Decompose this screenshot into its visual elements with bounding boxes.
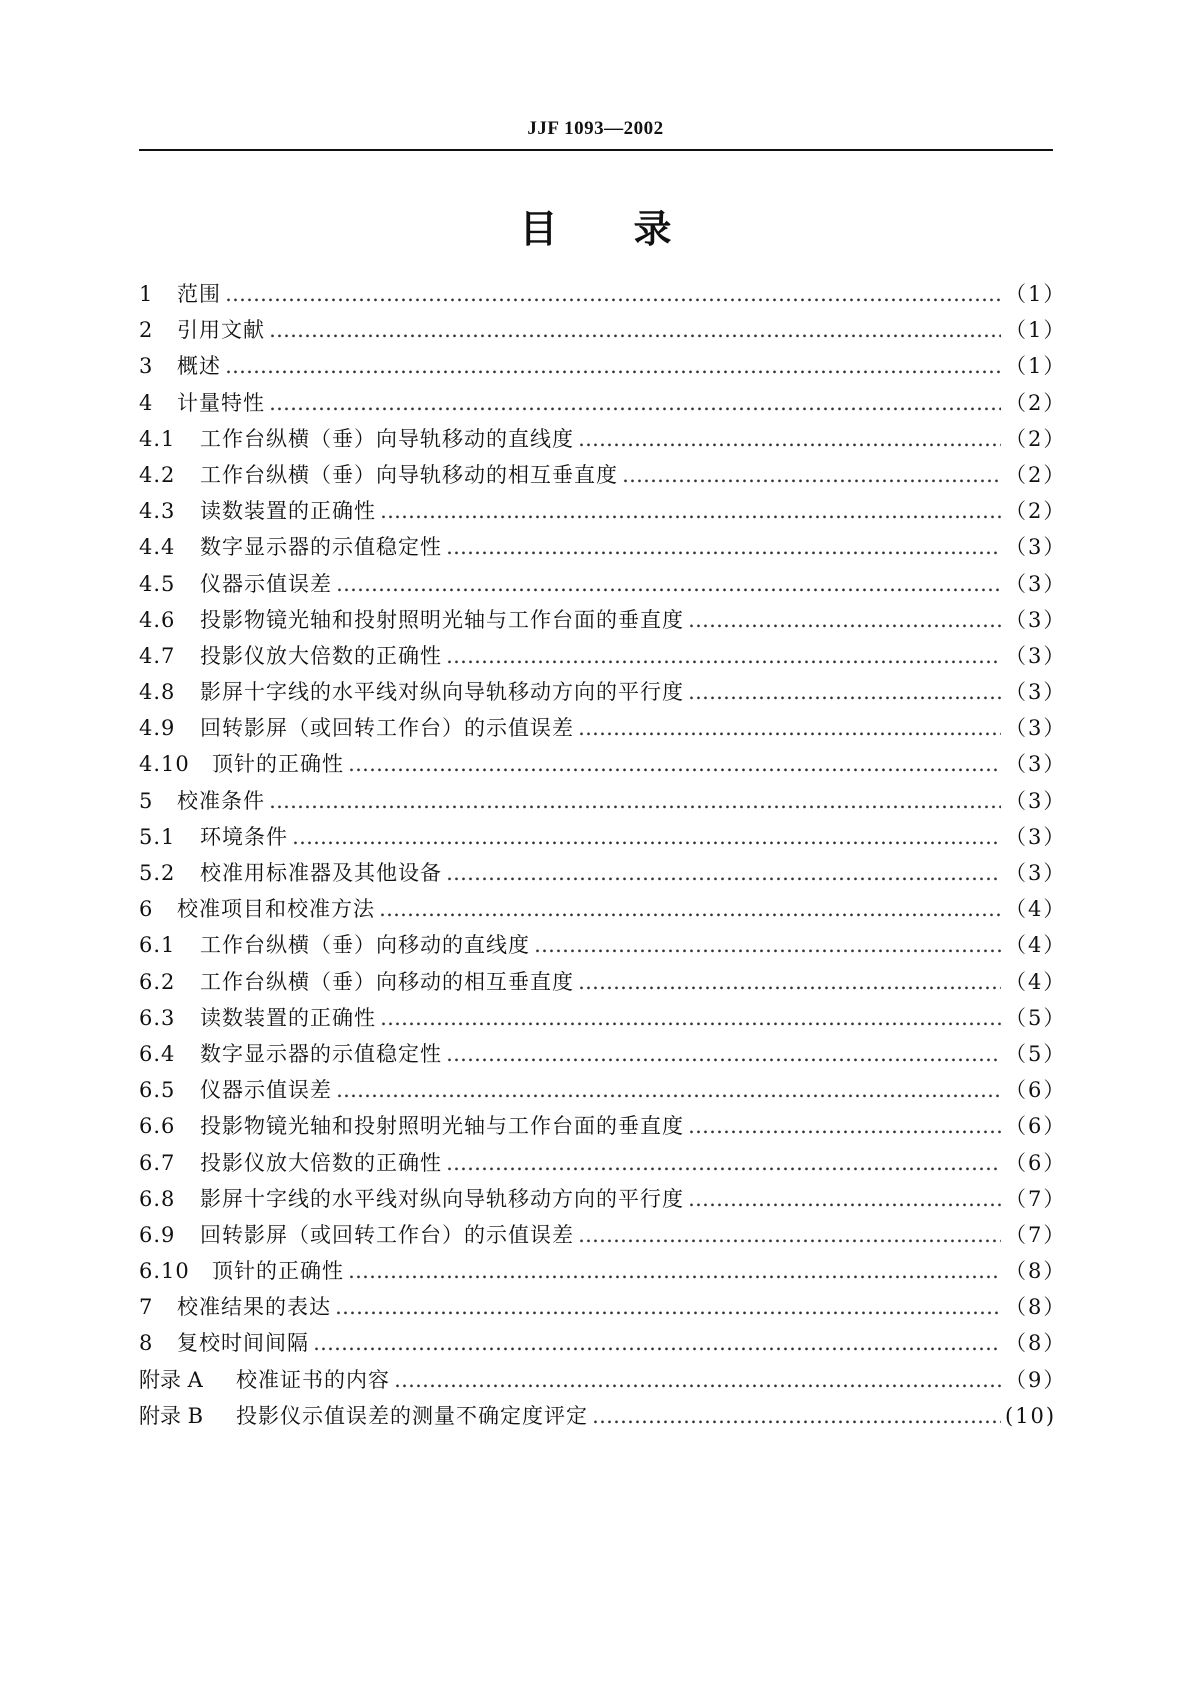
toc-entry-page: （3） bbox=[1005, 607, 1067, 632]
toc-entry-title: 复校时间间隔 bbox=[177, 1331, 309, 1356]
toc-entry-number: 4.4 bbox=[139, 535, 176, 560]
toc-entry-number: 6.4 bbox=[139, 1041, 176, 1066]
toc-entry-page: （6） bbox=[1005, 1114, 1067, 1139]
toc-entry[interactable] bbox=[139, 423, 1067, 459]
toc-entry-title: 影屏十字线的水平线对纵向导轨移动方向的平行度 bbox=[200, 1186, 684, 1211]
page-title bbox=[0, 198, 1191, 253]
toc-leader-dots bbox=[336, 572, 1001, 596]
toc-entry-title: 概述 bbox=[177, 354, 221, 379]
toc-leader-dots bbox=[446, 861, 1001, 885]
toc-entry-page: （2） bbox=[1005, 499, 1067, 524]
toc-entry-number: 6.9 bbox=[139, 1222, 176, 1247]
toc-entry[interactable] bbox=[139, 712, 1067, 748]
toc-entry-number: 6.8 bbox=[139, 1186, 176, 1211]
toc-entry[interactable] bbox=[139, 278, 1067, 314]
table-of-contents bbox=[139, 278, 1067, 1436]
toc-entry-number: 附录 A bbox=[139, 1367, 203, 1392]
toc-entry-number: 8 bbox=[139, 1331, 154, 1356]
toc-leader-dots bbox=[592, 1404, 1001, 1428]
toc-leader-dots bbox=[394, 1368, 1001, 1392]
toc-leader-dots bbox=[225, 354, 1001, 378]
toc-entry-page: （5） bbox=[1005, 1041, 1067, 1066]
toc-entry-number: 2 bbox=[139, 318, 154, 343]
toc-entry-number: 附录 B bbox=[139, 1403, 204, 1428]
toc-entry[interactable] bbox=[139, 676, 1067, 712]
toc-entry[interactable] bbox=[139, 1002, 1067, 1038]
toc-entry-number: 1 bbox=[139, 282, 154, 306]
toc-entry[interactable] bbox=[139, 350, 1067, 386]
toc-entry[interactable] bbox=[139, 1183, 1067, 1219]
toc-entry[interactable] bbox=[139, 1364, 1067, 1400]
toc-leader-dots bbox=[578, 427, 1001, 451]
toc-entry-number: 6.6 bbox=[139, 1114, 176, 1139]
toc-entry-page: （2） bbox=[1005, 426, 1067, 451]
toc-entry-title: 仪器示值误差 bbox=[200, 571, 332, 596]
toc-leader-dots bbox=[534, 933, 1001, 957]
toc-entry[interactable] bbox=[139, 821, 1067, 857]
toc-entry-page: （8） bbox=[1005, 1295, 1067, 1320]
toc-entry-page: （8） bbox=[1005, 1331, 1067, 1356]
toc-entry-title: 顶针的正确性 bbox=[212, 1259, 344, 1284]
toc-entry-title: 工作台纵横（垂）向导轨移动的相互垂直度 bbox=[200, 462, 618, 487]
toc-entry-page: （3） bbox=[1005, 643, 1067, 668]
toc-entry[interactable] bbox=[139, 966, 1067, 1002]
toc-entry-number: 5.2 bbox=[139, 861, 176, 885]
toc-entry-title: 工作台纵横（垂）向移动的直线度 bbox=[200, 933, 530, 958]
header-rule bbox=[139, 149, 1053, 151]
toc-entry-title: 校准条件 bbox=[177, 788, 265, 813]
toc-entry-title: 工作台纵横（垂）向导轨移动的直线度 bbox=[200, 426, 574, 451]
toc-leader-dots bbox=[688, 1187, 1001, 1211]
toc-entry-page: （4） bbox=[1005, 969, 1067, 994]
toc-leader-dots bbox=[446, 1151, 1001, 1175]
toc-entry[interactable] bbox=[139, 640, 1067, 676]
toc-entry-page: （3） bbox=[1005, 788, 1067, 813]
toc-entry[interactable] bbox=[139, 604, 1067, 640]
toc-entry-number: 4.7 bbox=[139, 643, 176, 668]
toc-entry-page: （2） bbox=[1005, 390, 1067, 415]
toc-entry-title: 仪器示值误差 bbox=[200, 1078, 332, 1103]
toc-entry-page: （7） bbox=[1005, 1222, 1067, 1247]
toc-entry[interactable] bbox=[139, 1038, 1067, 1074]
toc-leader-dots bbox=[622, 463, 1001, 487]
toc-leader-dots bbox=[225, 282, 1001, 306]
toc-leader-dots bbox=[313, 1331, 1001, 1355]
toc-entry-number: 4.1 bbox=[139, 426, 176, 451]
toc-entry-page: （1） bbox=[1005, 354, 1067, 379]
toc-entry-page: （1） bbox=[1005, 318, 1067, 343]
toc-entry-title: 投影仪放大倍数的正确性 bbox=[200, 1150, 442, 1175]
toc-entry-title: 环境条件 bbox=[200, 824, 288, 849]
toc-entry-number: 4.3 bbox=[139, 499, 176, 524]
toc-leader-dots bbox=[269, 318, 1001, 342]
toc-entry-page: （3） bbox=[1005, 824, 1067, 849]
toc-entry-page: （5） bbox=[1005, 1005, 1067, 1030]
toc-entry-page: （3） bbox=[1005, 752, 1067, 777]
toc-entry-title: 工作台纵横（垂）向移动的相互垂直度 bbox=[200, 969, 574, 994]
toc-entry-page: (10) bbox=[1005, 1403, 1057, 1428]
toc-entry[interactable] bbox=[139, 1400, 1057, 1436]
toc-entry-page: （3） bbox=[1005, 861, 1067, 885]
toc-entry[interactable] bbox=[139, 495, 1067, 531]
toc-entry-page: （6） bbox=[1005, 1078, 1067, 1103]
toc-entry-number: 4.5 bbox=[139, 571, 176, 596]
toc-entry[interactable] bbox=[139, 1110, 1067, 1146]
toc-entry[interactable] bbox=[139, 314, 1067, 350]
toc-entry-page: （2） bbox=[1005, 462, 1067, 487]
toc-entry[interactable] bbox=[139, 1291, 1067, 1327]
toc-leader-dots bbox=[379, 897, 1001, 921]
toc-entry-title: 数字显示器的示值稳定性 bbox=[200, 535, 442, 560]
toc-entry-page: （4） bbox=[1005, 897, 1067, 922]
toc-leader-dots bbox=[269, 789, 1001, 813]
toc-entry[interactable] bbox=[139, 1327, 1067, 1363]
title-char-left: 目 bbox=[519, 207, 558, 251]
toc-entry[interactable] bbox=[139, 1074, 1067, 1110]
toc-leader-dots bbox=[688, 680, 1001, 704]
toc-entry-number: 6 bbox=[139, 897, 154, 922]
toc-leader-dots bbox=[269, 391, 1001, 415]
toc-entry-number: 6.7 bbox=[139, 1150, 176, 1175]
toc-entry-title: 计量特性 bbox=[177, 390, 265, 415]
toc-entry[interactable] bbox=[139, 459, 1067, 495]
toc-entry[interactable] bbox=[139, 1147, 1067, 1183]
toc-entry[interactable] bbox=[139, 568, 1067, 604]
toc-entry-title: 影屏十字线的水平线对纵向导轨移动方向的平行度 bbox=[200, 680, 684, 705]
toc-entry-number: 6.2 bbox=[139, 969, 176, 994]
toc-entry-number: 6.5 bbox=[139, 1078, 176, 1103]
toc-entry-number: 6.10 bbox=[139, 1259, 190, 1284]
toc-entry-title: 校准证书的内容 bbox=[236, 1367, 390, 1392]
toc-leader-dots bbox=[578, 970, 1001, 994]
toc-entry-title: 投影物镜光轴和投射照明光轴与工作台面的垂直度 bbox=[200, 1114, 684, 1139]
toc-entry-page: （3） bbox=[1005, 716, 1067, 741]
toc-entry[interactable] bbox=[139, 893, 1067, 929]
toc-entry-number: 4.8 bbox=[139, 680, 176, 705]
toc-entry[interactable] bbox=[139, 387, 1067, 423]
toc-entry-page: （7） bbox=[1005, 1186, 1067, 1211]
toc-entry-page: （6） bbox=[1005, 1150, 1067, 1175]
document-code-header: JJF 1093—2002 bbox=[527, 118, 664, 139]
toc-entry[interactable] bbox=[139, 748, 1067, 784]
toc-leader-dots bbox=[578, 1223, 1001, 1247]
title-char-right: 录 bbox=[633, 207, 672, 251]
toc-entry[interactable] bbox=[139, 857, 1067, 893]
toc-entry-number: 6.1 bbox=[139, 933, 176, 958]
toc-entry[interactable] bbox=[139, 929, 1067, 965]
toc-entry-number: 4 bbox=[139, 390, 154, 415]
toc-entry-number: 4.2 bbox=[139, 462, 176, 487]
toc-entry-title: 顶针的正确性 bbox=[212, 752, 344, 777]
toc-entry-number: 4.9 bbox=[139, 716, 176, 741]
toc-entry-number: 5 bbox=[139, 788, 154, 813]
toc-leader-dots bbox=[688, 1114, 1001, 1138]
toc-entry-page: （3） bbox=[1005, 680, 1067, 705]
toc-leader-dots bbox=[292, 825, 1001, 849]
toc-entry[interactable] bbox=[139, 531, 1067, 567]
toc-entry[interactable] bbox=[139, 1219, 1067, 1255]
toc-entry-title: 投影仪放大倍数的正确性 bbox=[200, 643, 442, 668]
toc-entry-page: （3） bbox=[1005, 571, 1067, 596]
toc-entry-page: （4） bbox=[1005, 933, 1067, 958]
toc-leader-dots bbox=[335, 1295, 1001, 1319]
toc-entry-title: 投影物镜光轴和投射照明光轴与工作台面的垂直度 bbox=[200, 607, 684, 632]
toc-leader-dots bbox=[578, 716, 1001, 740]
toc-entry-title: 数字显示器的示值稳定性 bbox=[200, 1041, 442, 1066]
toc-entry-page: （1） bbox=[1005, 282, 1067, 306]
toc-leader-dots bbox=[446, 644, 1001, 668]
toc-entry-title: 读数装置的正确性 bbox=[200, 499, 376, 524]
toc-entry-title: 引用文献 bbox=[177, 318, 265, 343]
toc-leader-dots bbox=[688, 608, 1001, 632]
toc-entry-number: 7 bbox=[139, 1295, 154, 1320]
toc-entry-page: （9） bbox=[1005, 1367, 1067, 1392]
toc-entry-number: 4.6 bbox=[139, 607, 176, 632]
toc-entry-title: 校准项目和校准方法 bbox=[177, 897, 375, 922]
toc-leader-dots bbox=[348, 1259, 1001, 1283]
toc-leader-dots bbox=[336, 1078, 1001, 1102]
toc-entry-number: 6.3 bbox=[139, 1005, 176, 1030]
toc-leader-dots bbox=[446, 1042, 1001, 1066]
toc-entry-number: 3 bbox=[139, 354, 154, 379]
toc-entry-title: 投影仪示值误差的测量不确定度评定 bbox=[236, 1403, 588, 1428]
toc-entry-title: 回转影屏（或回转工作台）的示值误差 bbox=[200, 1222, 574, 1247]
toc-entry[interactable] bbox=[139, 785, 1067, 821]
toc-entry-title: 范围 bbox=[177, 282, 221, 306]
toc-entry-page: （8） bbox=[1005, 1259, 1067, 1284]
toc-entry[interactable] bbox=[139, 1255, 1067, 1291]
toc-entry-title: 读数装置的正确性 bbox=[200, 1005, 376, 1030]
toc-leader-dots bbox=[348, 752, 1001, 776]
toc-entry-number: 4.10 bbox=[139, 752, 190, 777]
toc-entry-title: 回转影屏（或回转工作台）的示值误差 bbox=[200, 716, 574, 741]
toc-leader-dots bbox=[380, 499, 1001, 523]
toc-leader-dots bbox=[446, 535, 1001, 559]
toc-entry-page: （3） bbox=[1005, 535, 1067, 560]
toc-leader-dots bbox=[380, 1006, 1001, 1030]
toc-entry-number: 5.1 bbox=[139, 824, 176, 849]
toc-entry-title: 校准结果的表达 bbox=[177, 1295, 331, 1320]
toc-entry-title: 校准用标准器及其他设备 bbox=[200, 861, 442, 885]
